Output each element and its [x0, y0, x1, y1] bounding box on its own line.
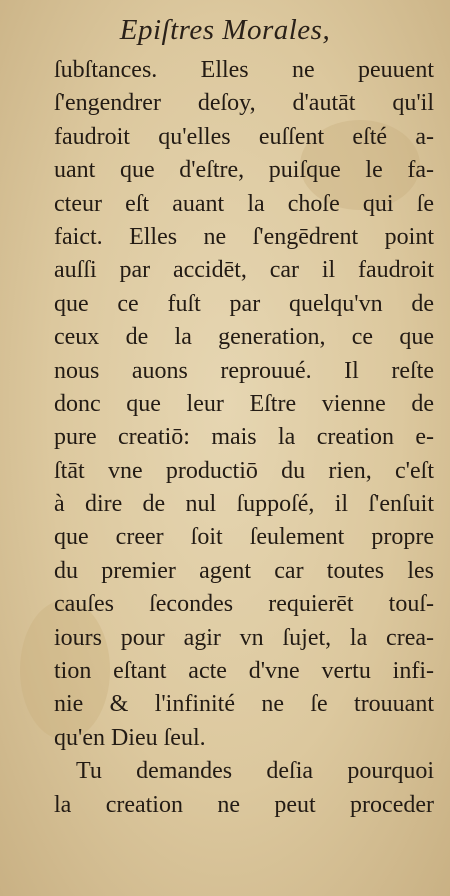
text-line: ſubſtances. Elles ne peuuent [54, 57, 434, 83]
text-line: du premier agent car toutes les [54, 557, 434, 584]
text-line: uant que d'eſtre, puiſque le fa- [54, 157, 434, 184]
text-line: qu'en Dieu ſeul. [54, 724, 206, 751]
text-line: Tu demandes deſia pourquoi [76, 758, 434, 785]
text-line: ceux de la generation, ce que [54, 324, 434, 351]
text-line: cauſes ſecondes requierēt touſ- [54, 591, 434, 618]
text-line: à dire de nul ſuppoſé, il ſ'enſuit [54, 491, 434, 518]
text-line: faict. Elles ne ſ'engēdrent point [54, 223, 434, 250]
text-line: ſtāt vne productiō du rien, c'eſt [54, 457, 434, 484]
text-line: que creer ſoit ſeulement propre [54, 524, 434, 551]
text-line: tion eſtant acte d'vne vertu infi- [54, 658, 434, 685]
text-line: cteur eſt auant la choſe qui ſe [54, 190, 434, 217]
text-line: ſ'engendrer deſoy, d'autāt qu'il [54, 90, 434, 117]
text-line: nous auons reprouué. Il reſte [54, 357, 434, 384]
text-line: la creation ne peut proceder [54, 791, 434, 818]
text-line: pure creatiō: mais la creation e- [54, 424, 434, 451]
text-line: nie & l'infinité ne ſe trouuant [54, 691, 434, 718]
text-line: iours pour agir vn ſujet, la crea- [54, 624, 434, 651]
text-line: faudroit qu'elles euſſent eſté a- [54, 123, 434, 150]
text-line: que ce fuſt par quelqu'vn de [54, 290, 434, 317]
page-body-text [54, 54, 434, 822]
text-line: donc que leur Eſtre vienne de [54, 390, 434, 417]
running-title: Epiſtres Morales, [119, 14, 331, 46]
text-line: auſſi par accidēt, car il faudroit [54, 257, 434, 284]
